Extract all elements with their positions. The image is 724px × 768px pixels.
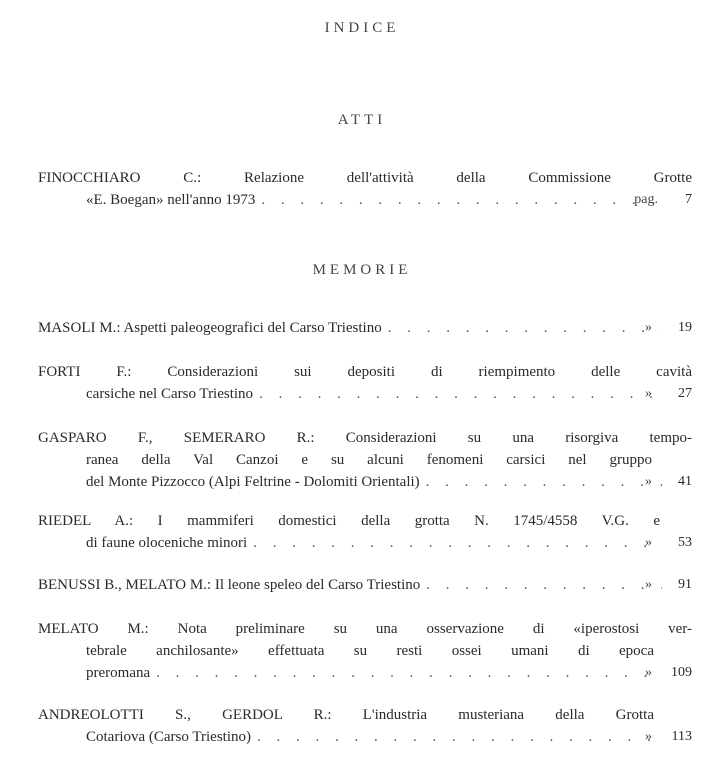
- page-prefix: »: [645, 474, 652, 489]
- page-prefix: »: [645, 577, 652, 592]
- toc-entry-line: [38, 361, 692, 383]
- toc-entry-title-part: Il leone speleo del Carso Triestino: [211, 577, 421, 593]
- toc-entry-title-part: ranea della Val Canzoi e su alcuni fenomeni carsici nel gruppo: [86, 452, 652, 468]
- toc-entry-author: ANDREOLOTTI S., GERDOL R.:: [38, 707, 332, 723]
- page-prefix: pag.: [634, 192, 658, 207]
- toc-entry-line: [38, 427, 692, 449]
- toc-entry-text: [38, 574, 420, 596]
- toc-entry-text: [38, 361, 692, 383]
- toc-entry-title-part: L'industria musteriana della Grotta: [331, 707, 654, 723]
- toc-entry-author: MASOLI M.:: [38, 320, 121, 336]
- toc-entry[interactable]: [38, 317, 692, 339]
- toc-entry[interactable]: [38, 704, 692, 748]
- toc-entry-line: [38, 574, 692, 596]
- leader-dots: [251, 726, 662, 748]
- toc-entry[interactable]: [38, 574, 692, 596]
- toc-entry-line: [38, 532, 692, 554]
- toc-entry-author: MELATO M.:: [38, 621, 149, 637]
- page-number: 91: [678, 577, 692, 592]
- page-title: INDICE: [324, 20, 400, 36]
- toc-entry[interactable]: [38, 167, 692, 211]
- leader-dots: [253, 383, 662, 405]
- toc-entry-title-part: Considerazioni sui depositi di riempimento delle cavità: [131, 364, 692, 380]
- toc-entry-title-part: Nota preliminare su una osservazione di «iperostosi ver-: [148, 621, 692, 637]
- toc-entry-line: [38, 640, 692, 662]
- toc-entry-title-part: Aspetti paleogeografici del Carso Triestino: [120, 320, 382, 336]
- toc-entry-line: [38, 167, 692, 189]
- page-number: 7: [685, 192, 692, 207]
- toc-entry-line: [38, 471, 692, 493]
- toc-entry-title-part: preromana: [86, 665, 151, 681]
- section-heading-atti: ATTI: [337, 112, 387, 128]
- toc-entry-line: [38, 189, 692, 211]
- page-prefix: »: [645, 386, 652, 401]
- toc-entry-text: [38, 510, 660, 532]
- toc-entry-line: [38, 317, 692, 339]
- toc-entry[interactable]: [38, 361, 692, 405]
- toc-entry-title-part: Relazione dell'attività della Commissione Grotte: [201, 170, 693, 186]
- toc-entry-title-part: Cotariova (Carso Triestino): [86, 729, 251, 745]
- toc-entry-text: [38, 167, 692, 189]
- leader-dots: [420, 471, 662, 493]
- toc-entry-line: [38, 618, 692, 640]
- leader-dots: [247, 532, 662, 554]
- toc-entry-author: FORTI F.:: [38, 364, 132, 380]
- toc-entry-author: FINOCCHIARO C.:: [38, 170, 202, 186]
- leader-dots: [420, 574, 662, 596]
- toc-entry-title-part: Considerazioni su una risorgiva tempo-: [314, 430, 692, 446]
- toc-entry-text: [38, 317, 382, 339]
- page-number: 19: [678, 320, 692, 335]
- toc-entry[interactable]: [38, 618, 692, 684]
- page-number: 27: [678, 386, 692, 401]
- toc-entry-author: BENUSSI B., MELATO M.:: [38, 577, 212, 593]
- toc-entry-title-part: tebrale anchilosante» effettuata su resti ossei umani di epoca: [86, 643, 654, 659]
- page-number: 53: [678, 535, 692, 550]
- toc-entry-line: [38, 510, 692, 532]
- toc-entry-title-part: «E. Boegan» nell'anno 1973: [86, 192, 256, 208]
- page-prefix: »: [645, 535, 652, 550]
- toc-entry-author: RIEDEL A.:: [38, 513, 134, 529]
- page-number: 41: [678, 474, 692, 489]
- toc-entry-text: [38, 704, 654, 726]
- toc-entry-title-part: del Monte Pizzocco (Alpi Feltrine - Dolomiti Orientali): [86, 474, 420, 490]
- toc-entry-title-part: di faune oloceniche minori: [86, 535, 248, 551]
- toc-entry-text: [38, 427, 692, 449]
- page-prefix: »: [645, 729, 652, 744]
- toc-entry-line: [38, 383, 692, 405]
- toc-entry[interactable]: [38, 427, 692, 493]
- toc-entry-line: [38, 704, 692, 726]
- leader-dots: [382, 317, 662, 339]
- toc-entry[interactable]: [38, 510, 692, 554]
- toc-entry-title-part: carsiche nel Carso Triestino: [86, 386, 254, 402]
- toc-entry-text: [38, 618, 692, 640]
- page-prefix: »: [645, 665, 652, 680]
- page-prefix: »: [645, 320, 652, 335]
- section-heading-memorie: MEMORIE: [312, 262, 412, 278]
- leader-dots: [150, 662, 662, 684]
- toc-entry-author: GASPARO F., SEMERARO R.:: [38, 430, 315, 446]
- leader-dots: [255, 189, 662, 211]
- page-number: 109: [671, 665, 692, 680]
- toc-entry-line: [38, 662, 692, 684]
- toc-entry-line: [38, 449, 692, 471]
- toc-entry-line: [38, 726, 692, 748]
- toc-entry-title-part: I mammiferi domestici della grotta N. 1745/4558 V.G. e: [133, 513, 660, 529]
- page-number: 113: [671, 729, 692, 744]
